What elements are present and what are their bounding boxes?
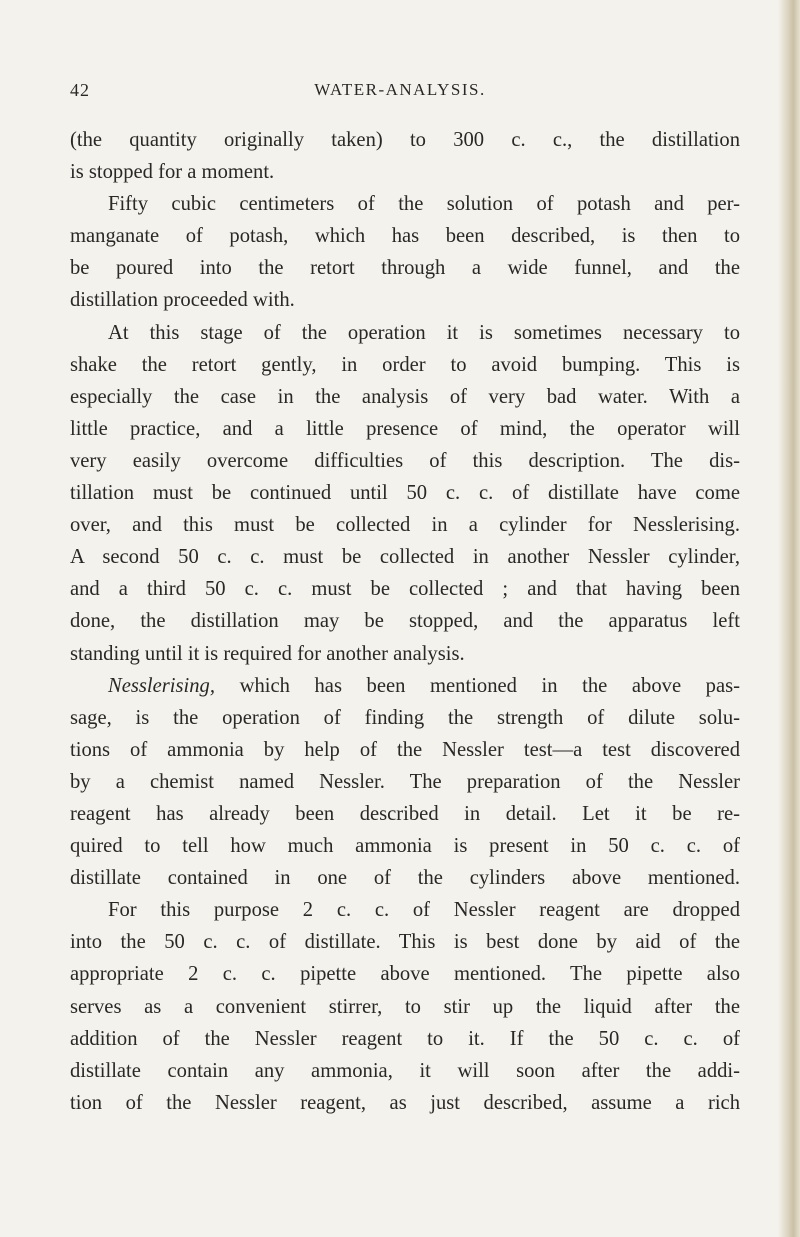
line-text: shake the retort gently, in order to avoid bumping. This is xyxy=(70,353,740,376)
text-line xyxy=(70,413,740,445)
body-text xyxy=(70,124,740,1119)
text-line xyxy=(70,926,740,958)
text-line xyxy=(70,958,740,990)
text-line xyxy=(70,317,740,349)
line-text: very easily overcome difficulties of this description. The dis- xyxy=(70,449,740,472)
line-text: tillation must be continued until 50 c. c. of distillate have come xyxy=(70,482,740,505)
page-number: 42 xyxy=(70,80,90,100)
line-text: little practice, and a little presence of mind, the operator will xyxy=(70,417,740,440)
text-line xyxy=(70,830,740,862)
text-line xyxy=(70,188,740,220)
line-text: Fifty cubic centimeters of the solution of potash and per- xyxy=(108,193,740,216)
text-line xyxy=(70,445,740,477)
text-line xyxy=(70,702,740,734)
text-line xyxy=(70,991,740,1023)
text-line xyxy=(70,381,740,413)
line-text: especially the case in the analysis of very bad water. With a xyxy=(70,385,740,408)
text-line xyxy=(70,252,740,284)
line-text: done, the distillation may be stopped, and the apparatus left xyxy=(70,610,740,633)
line-text: (the quantity originally taken) to 300 c. c., the distillation xyxy=(70,129,740,151)
line-text: At this stage of the operation it is sometimes necessary to xyxy=(108,321,740,344)
line-text: quired to tell how much ammonia is present in 50 c. c. of xyxy=(70,835,740,858)
line-text: A second 50 c. c. must be collected in another Nessler cylinder, xyxy=(70,546,740,569)
text-line xyxy=(70,1023,740,1055)
line-text: distillate contained in one of the cylinders above mentioned. xyxy=(70,867,740,890)
text-line xyxy=(70,509,740,541)
text-line xyxy=(70,766,740,798)
text-line xyxy=(70,1087,740,1119)
line-text: manganate of potash, which has been described, is then to xyxy=(70,225,740,248)
running-head: WATER-ANALYSIS. xyxy=(314,80,486,99)
line-text: is stopped for a moment. xyxy=(70,161,275,184)
text-line xyxy=(70,156,740,188)
text-line xyxy=(70,894,740,926)
line-text: and a third 50 c. c. must be collected ; and that having been xyxy=(70,578,740,601)
line-text: by a chemist named Nessler. The preparation of the Nessler xyxy=(70,770,740,793)
line-text: distillation proceeded with. xyxy=(70,289,295,312)
text-line xyxy=(70,284,740,316)
line-text: appropriate 2 c. c. pipette above mentioned. The pipette also xyxy=(70,963,740,986)
text-line xyxy=(70,605,740,637)
line-text: tion of the Nessler reagent, as just described, assume a rich xyxy=(70,1091,740,1114)
line-text: be poured into the retort through a wide funnel, and the xyxy=(70,257,740,280)
italic-term: Nesslerising, xyxy=(108,674,215,697)
text-line xyxy=(70,670,740,702)
line-text: addition of the Nessler reagent to it. If the 50 c. c. of xyxy=(70,1027,740,1050)
text-line xyxy=(70,734,740,766)
text-line xyxy=(70,541,740,573)
line-text: tions of ammonia by help of the Nessler test—a test discovered xyxy=(70,738,740,761)
line-text: over, and this must be collected in a cylinder for Nesslerising. xyxy=(70,514,740,537)
text-line xyxy=(70,638,740,670)
text-line xyxy=(70,573,740,605)
line-text: serves as a convenient stirrer, to stir up the liquid after the xyxy=(70,995,740,1018)
text-line xyxy=(70,477,740,509)
text-line xyxy=(70,349,740,381)
text-line xyxy=(70,862,740,894)
text-line xyxy=(70,1055,740,1087)
text-line xyxy=(70,124,740,156)
page-header xyxy=(70,80,730,110)
line-text: into the 50 c. c. of distillate. This is best done by aid of the xyxy=(70,931,740,954)
text-line xyxy=(70,798,740,830)
line-text: which has been mentioned in the above pas- xyxy=(214,674,740,697)
line-text: For this purpose 2 c. c. of Nessler reagent are dropped xyxy=(108,899,740,922)
line-text: sage, is the operation of finding the strength of dilute solu- xyxy=(70,706,740,729)
line-text: standing until it is required for another analysis. xyxy=(70,642,465,665)
line-text: distillate contain any ammonia, it will soon after the addi- xyxy=(70,1059,740,1082)
text-line xyxy=(70,220,740,252)
line-text: reagent has already been described in detail. Let it be re- xyxy=(70,802,740,825)
page-edge xyxy=(778,0,800,1237)
